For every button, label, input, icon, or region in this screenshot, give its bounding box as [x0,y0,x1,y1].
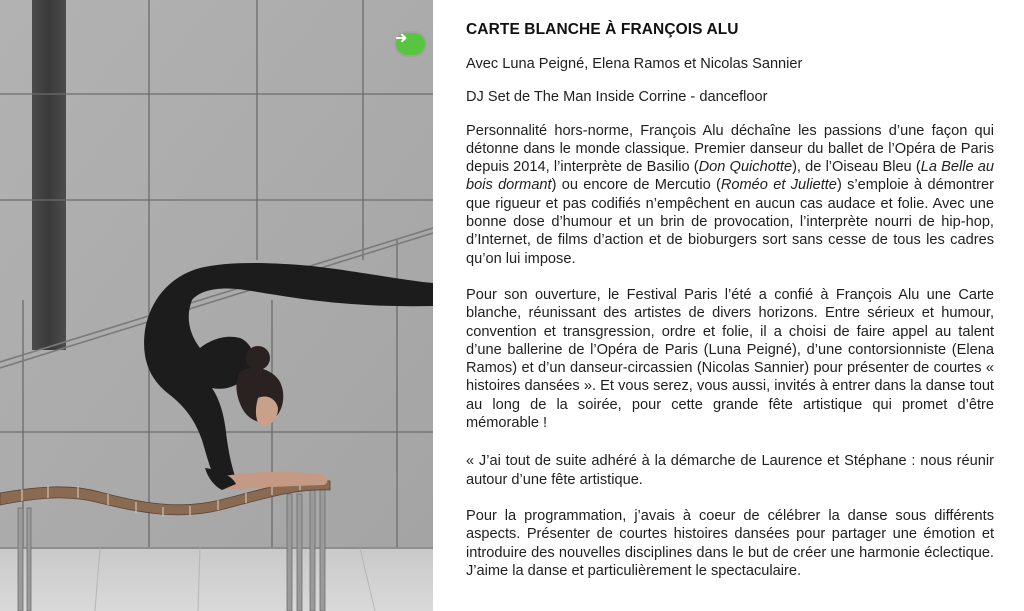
intro-paragraph [466,122,994,268]
intro-text-4: ) s’emploie à démontrer que rigueur et pas codifiés n’empêchent en aucun cas audace et folie. Avec une bonne dose d’humour et un brin de provocation, l’interprète nourri de hip-hop, d’Internet, de films d’action et de bioburgers sort sans cesse de tous les cadres qu’on lui impose. [466,177,994,267]
intro-text-3: ) ou encore de Mercutio ( [551,177,721,194]
intro-text-2: ), de l’Oiseau Bleu ( [792,159,921,176]
quote-paragraph: « J’ai tout de suite adhéré à la démarche de Laurence et Stéphane : nous réunir autour d’une fête artistique. [466,453,994,488]
programming-paragraph: Pour la programmation, j’avais à coeur de célébrer la danse sous différents aspects. Présenter de courtes histoires dansées pour partager une émotion et introduire des nouvelles disciplines dans le but de créer une harmonie éclectique. J’aime la danse et particulièrement le spectaculaire. [466,507,994,579]
work-title-romeo: Roméo et Juliette [720,177,837,194]
hero-photo [0,0,433,611]
contortionist-photo-illustration [0,0,433,611]
work-title-don-quichotte: Don Quichotte [698,159,793,176]
event-cast: Avec Luna Peigné, Elena Ramos et Nicolas Sannier [466,56,803,72]
arrow-right-icon [396,33,408,43]
event-description [466,20,994,598]
event-title: CARTE BLANCHE À FRANÇOIS ALU [466,21,739,38]
next-slide-button[interactable] [396,33,425,55]
opening-paragraph: Pour son ouverture, le Festival Paris l’été a confié à François Alu une Carte blanche, réunissant des artistes de divers horizons. Entre sérieux et humour, convention et transgression, ordre et folie, il a choisi de faire appel au talent d’une ballerine de l’Opéra de Paris (Luna Peigné), d’une contorsionniste (Elena Ramos) et d’un danseur-circassien (Nicolas Sannier) pour présenter de courtes « histoires dansées ». Et vous serez, vous aussi, invités à entrer dans la danse tout au long de la soirée, pour cette grande fête artistique qui promet d’être mémorable ! [466,286,994,432]
work-title-la-belle: La Belle au bois dormant [466,159,994,194]
event-dj-set: DJ Set de The Man Inside Corrine - dancefloor [466,89,768,106]
intro-text-1: Personnalité hors-norme, François Alu déchaîne les passions d’une façon qui détonne dans le monde classique. Premier danseur du ballet de l’Opéra de Paris depuis 2014, l’interprète de Basilio ( [466,122,994,176]
